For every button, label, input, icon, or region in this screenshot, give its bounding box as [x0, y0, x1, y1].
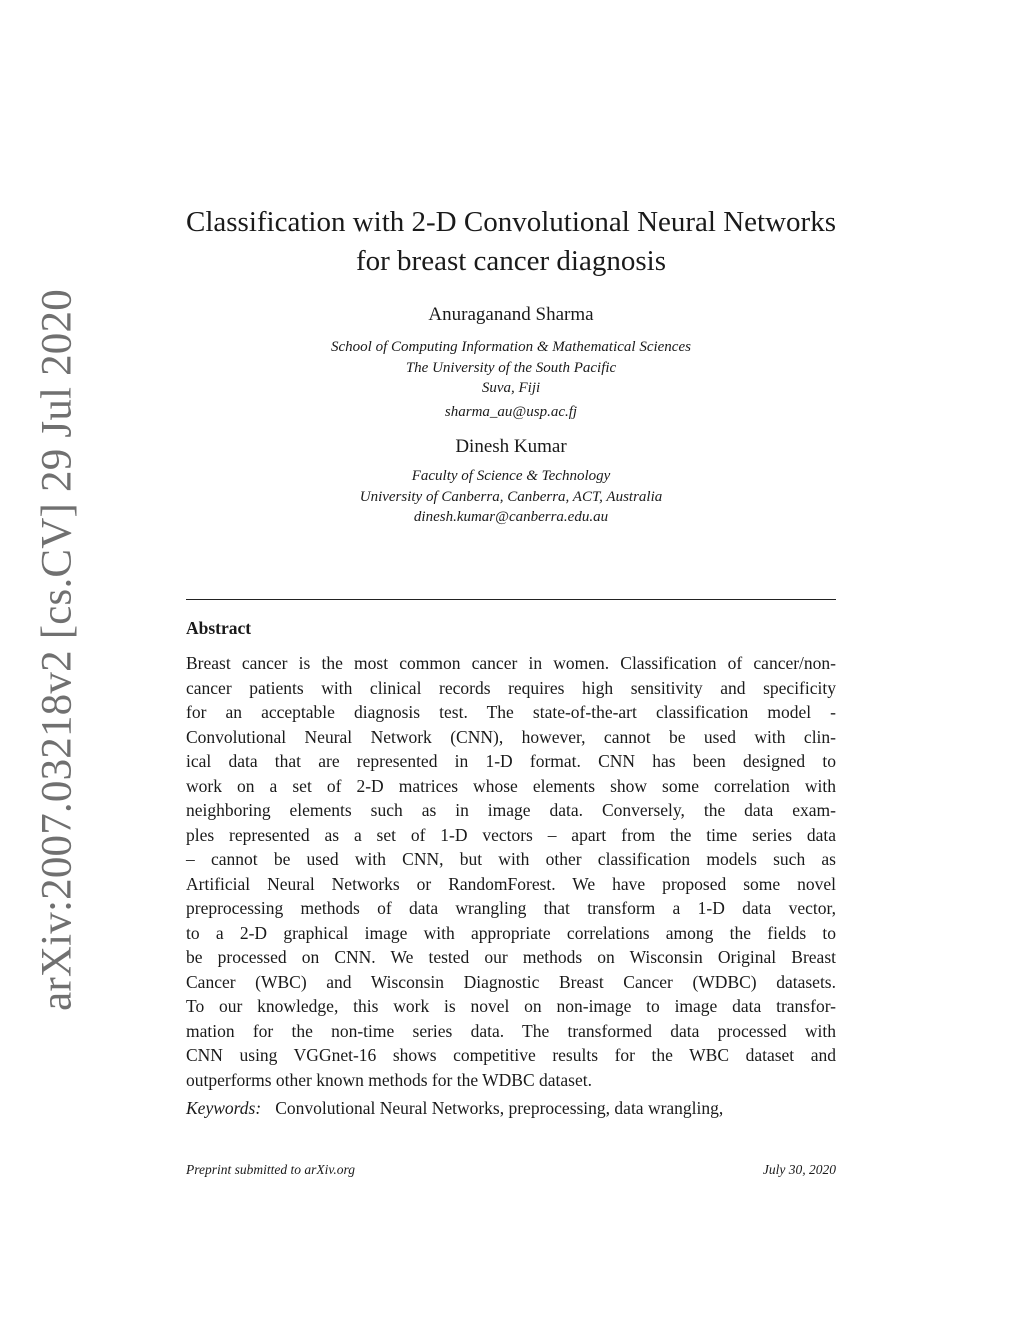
abstract-line: Convolutional Neural Network (CNN), however, cannot be used with clin- — [186, 726, 836, 747]
abstract-line: mation for the non-time series data. The transformed data processed with — [186, 1020, 836, 1041]
title-line: for breast cancer diagnosis — [355, 245, 666, 277]
abstract-line: CNN using VGGnet-16 shows competitive results for the WBC dataset and — [186, 1045, 836, 1065]
abstract-line: outperforms other known methods for the WDBC dataset. — [186, 1069, 592, 1090]
abstract-line: neighboring elements such as in image data. Conversely, the data exam- — [186, 800, 836, 820]
abstract-line: To our knowledge, this work is novel on non-image to image data transfor- — [186, 996, 836, 1016]
keywords — [186, 1096, 836, 1120]
author-email: sharma_au@usp.ac.fj — [444, 403, 578, 420]
author-name: Dinesh Kumar — [455, 436, 567, 457]
abstract-line: to a 2-D graphical image with appropriate correlations among the fields to — [186, 922, 836, 943]
affiliation-line: University of Canberra, Canberra, ACT, Australia — [359, 488, 663, 505]
abstract-line: ical data that are represented in 1-D format. CNN has been designed to — [186, 751, 836, 771]
author-affiliation — [186, 337, 836, 399]
abstract-line: Breast cancer is the most common cancer in women. Classification of cancer/non- — [186, 653, 836, 673]
footer-preprint-note: Preprint submitted to arXiv.org — [186, 1162, 355, 1177]
abstract-line: cancer patients with clinical records requires high sensitivity and specificity — [186, 677, 836, 698]
abstract-line: Artificial Neural Networks or RandomForest. We have proposed some novel — [186, 873, 836, 894]
affiliation-line: The University of the South Pacific — [405, 359, 617, 376]
keywords-text: Convolutional Neural Networks, preprocessing, data wrangling, — [275, 1098, 724, 1118]
abstract-line: – cannot be used with CNN, but with other classification models such as — [186, 849, 836, 869]
affiliation-line: Suva, Fiji — [481, 380, 541, 396]
abstract-heading: Abstract — [186, 618, 252, 638]
author-name: Anuraganand Sharma — [428, 304, 594, 325]
author-email: dinesh.kumar@canberra.edu.au — [413, 509, 609, 525]
arxiv-identifier-stamp: arXiv:2007.03218v2 [cs.CV] 29 Jul 2020 — [33, 289, 81, 1011]
affiliation-line: School of Computing Information & Mathematical Sciences — [331, 339, 691, 355]
abstract-line: be processed on CNN. We tested our methods on Wisconsin Original Breast — [186, 947, 836, 967]
abstract-line: ples represented as a set of 1-D vectors – apart from the time series data — [186, 824, 836, 845]
keywords-label: Keywords: — [186, 1098, 262, 1118]
author-block-1 — [186, 303, 836, 422]
abstract-divider-rule — [186, 599, 836, 600]
author-block-2 — [186, 435, 836, 527]
abstract-line: preprocessing methods of data wrangling that transform a 1-D data vector, — [186, 898, 836, 918]
abstract-line: for an acceptable diagnosis test. The state-of-the-art classification model - — [186, 702, 836, 722]
title-line: Classification with 2-D Convolutional Neural Networks — [186, 206, 836, 238]
abstract-line: Cancer (WBC) and Wisconsin Diagnostic Breast Cancer (WDBC) datasets. — [186, 971, 836, 992]
abstract-text — [186, 651, 836, 1092]
footer-date: July 30, 2020 — [762, 1162, 836, 1177]
author-affiliation — [186, 466, 836, 507]
paper-title — [186, 203, 836, 281]
abstract-line: work on a set of 2-D matrices whose elements show some correlation with — [186, 775, 836, 796]
affiliation-line: Faculty of Science & Technology — [411, 468, 611, 484]
